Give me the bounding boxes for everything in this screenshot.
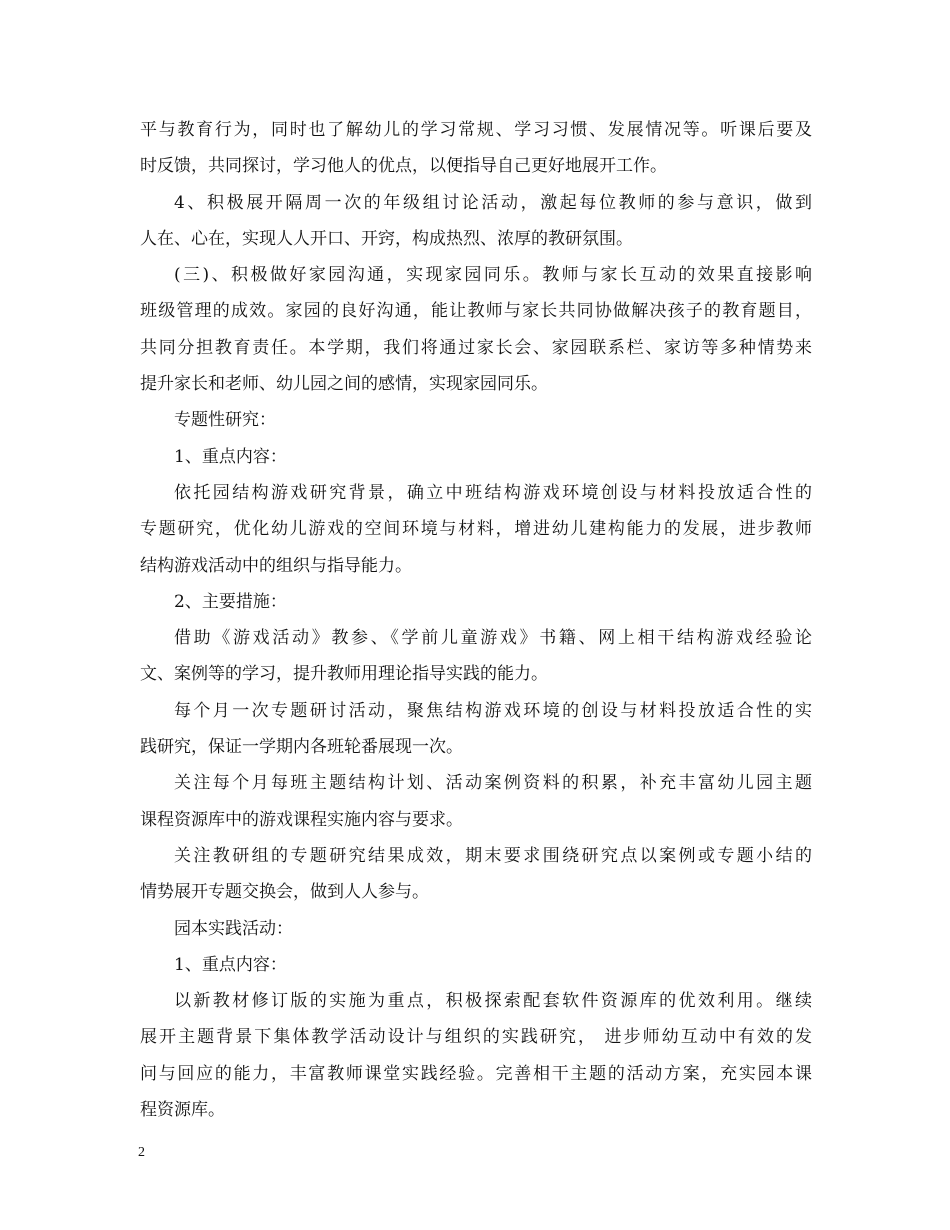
text-line: 文、案例等的学习，提升教师用理论指导实践的能力。: [140, 664, 548, 685]
text-line: 情势展开专题交换会，做到人人参与。: [140, 882, 429, 903]
text-line: 展开主题背景下集体教学活动设计与组织的实践研究， 进步师幼互动中有效的发: [140, 1027, 812, 1048]
text-line: 提升家长和老师、幼儿园之间的感情，实现家园同乐。: [140, 374, 548, 395]
text-line: 人在、心在，实现人人开口、开窍，构成热烈、浓厚的教研氛围。: [140, 228, 633, 249]
text-line: 1、重点内容：: [174, 954, 287, 975]
text-line: 借助《游戏活动》教参、《学前儿童游戏》书籍、网上相干结构游戏经验论: [174, 628, 812, 649]
text-line: 程资源库。: [140, 1100, 225, 1121]
text-line: 时反馈，共同探讨，学习他人的优点，以便指导自己更好地展开工作。: [140, 156, 667, 177]
document-body: [140, 112, 812, 1128]
text-line: 问与回应的能力，丰富教师课堂实践经验。完善相干主题的活动方案，充实园本课: [140, 1063, 812, 1084]
text-line: 平与教育行为，同时也了解幼儿的学习常规、学习习惯、发展情况等。听课后要及: [140, 120, 812, 140]
text-line: (三)、积极做好家园沟通，实现家园同乐。教师与家长互动的效果直接影响: [174, 265, 812, 286]
text-line: 专题研究，优化幼儿游戏的空间环境与材料，增进幼儿建构能力的发展，进步教师: [140, 519, 812, 540]
text-line: 结构游戏活动中的组织与指导能力。: [140, 555, 412, 576]
text-line: 1、重点内容：: [174, 446, 287, 467]
text-line: 依托园结构游戏研究背景，确立中班结构游戏环境创设与材料投放适合性的: [174, 482, 812, 503]
text-line: 共同分担教育责任。本学期，我们将通过家长会、家园联系栏、家访等多种情势来: [140, 337, 812, 358]
text-line: 园本实践活动：: [174, 918, 293, 939]
page-number: 2: [138, 1145, 145, 1160]
text-line: 课程资源库中的游戏课程实施内容与要求。: [140, 809, 463, 830]
text-line: 2、主要措施：: [174, 591, 287, 612]
text-line: 每个月一次专题研讨活动，聚焦结构游戏环境的创设与材料投放适合性的实: [174, 700, 812, 721]
text-line: 班级管理的成效。家园的良好沟通，能让教师与家长共同协做解决孩子的教育题目，: [140, 301, 812, 322]
text-line: 关注每个月每班主题结构计划、活动案例资料的积累，补充丰富幼儿园主题: [174, 773, 812, 794]
text-line: 以新教材修订版的实施为重点，积极探索配套软件资源库的优效利用。继续: [174, 991, 812, 1012]
text-line: 践研究，保证一学期内各班轮番展现一次。: [140, 737, 463, 758]
text-line: 专题性研究：: [174, 410, 276, 431]
text-line: 4、积极展开隔周一次的年级组讨论活动，激起每位教师的参与意识，做到: [174, 192, 812, 213]
text-line: 关注教研组的专题研究结果成效，期末要求围绕研究点以案例或专题小结的: [174, 845, 812, 866]
